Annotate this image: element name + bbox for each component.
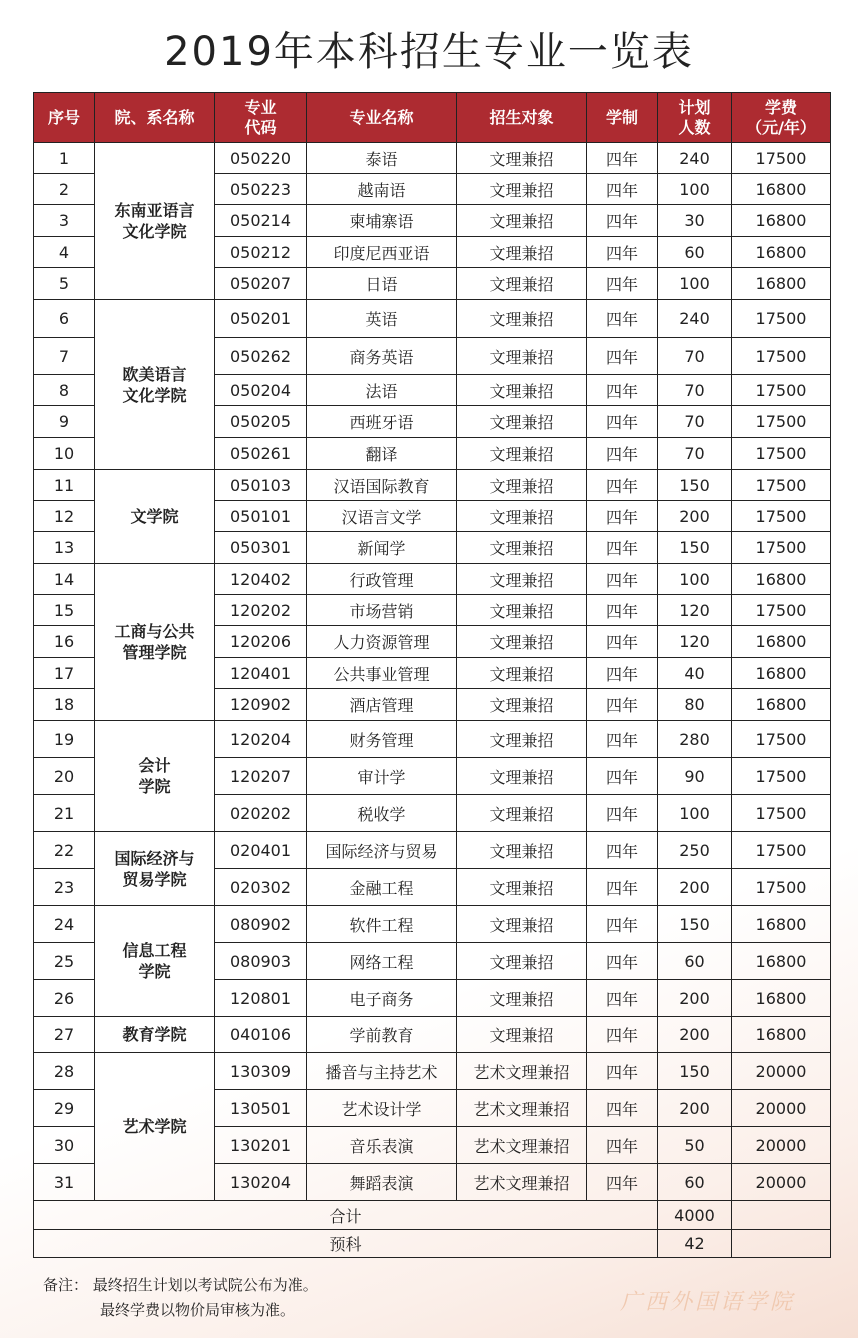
cell-seq: 8	[34, 375, 95, 406]
table-row	[34, 1053, 831, 1090]
cell-code: 130501	[215, 1090, 307, 1127]
cell-plan: 100	[658, 564, 732, 595]
cell-plan: 100	[658, 795, 732, 832]
cell-major: 播音与主持艺术	[307, 1053, 457, 1090]
header-plan-line1: 计划	[678, 97, 711, 117]
cell-target: 艺术文理兼招	[457, 1127, 587, 1164]
cell-plan: 40	[658, 658, 732, 689]
cell-major: 音乐表演	[307, 1127, 457, 1164]
cell-duration: 四年	[587, 174, 658, 205]
cell-major: 市场营销	[307, 595, 457, 626]
cell-code: 050261	[215, 438, 307, 470]
school-name-line2: 管理学院	[122, 643, 187, 662]
cell-duration: 四年	[587, 438, 658, 470]
school-name-line1: 文学院	[130, 507, 179, 526]
cell-fee: 20000	[732, 1164, 831, 1201]
summary-plan: 42	[658, 1230, 732, 1258]
cell-school-name	[95, 1017, 215, 1053]
cell-school-name	[95, 832, 215, 906]
cell-major: 人力资源管理	[307, 626, 457, 658]
cell-seq: 31	[34, 1164, 95, 1201]
cell-duration: 四年	[587, 1090, 658, 1127]
cell-target: 文理兼招	[457, 626, 587, 658]
cell-code: 130201	[215, 1127, 307, 1164]
cell-duration: 四年	[587, 1053, 658, 1090]
cell-school-name	[95, 143, 215, 300]
cell-seq: 6	[34, 300, 95, 338]
cell-target: 文理兼招	[457, 143, 587, 174]
cell-code: 050212	[215, 237, 307, 268]
cell-plan: 60	[658, 943, 732, 980]
cell-duration: 四年	[587, 906, 658, 943]
cell-plan: 120	[658, 595, 732, 626]
cell-code: 050101	[215, 501, 307, 532]
cell-major: 艺术设计学	[307, 1090, 457, 1127]
footnote	[43, 1273, 318, 1323]
header-target: 招生对象	[457, 93, 587, 143]
cell-fee: 16800	[732, 626, 831, 658]
header-code	[215, 93, 307, 143]
cell-duration: 四年	[587, 237, 658, 268]
table-row	[34, 721, 831, 758]
cell-fee: 17500	[732, 438, 831, 470]
school-name-line2: 学院	[138, 962, 171, 981]
cell-code: 120202	[215, 595, 307, 626]
cell-plan: 120	[658, 626, 732, 658]
cell-plan: 70	[658, 338, 732, 375]
cell-school-name	[95, 300, 215, 470]
school-name-line1: 教育学院	[122, 1025, 187, 1044]
cell-target: 文理兼招	[457, 406, 587, 438]
cell-target: 文理兼招	[457, 943, 587, 980]
cell-target: 文理兼招	[457, 268, 587, 300]
cell-major: 泰语	[307, 143, 457, 174]
cell-fee: 20000	[732, 1053, 831, 1090]
cell-fee: 16800	[732, 174, 831, 205]
cell-duration: 四年	[587, 205, 658, 237]
cell-duration: 四年	[587, 470, 658, 501]
cell-target: 文理兼招	[457, 375, 587, 406]
cell-seq: 28	[34, 1053, 95, 1090]
cell-fee: 16800	[732, 906, 831, 943]
signature-watermark: 广西外国语学院	[620, 1290, 796, 1315]
header-code-line2: 代码	[244, 117, 277, 137]
cell-fee: 16800	[732, 980, 831, 1017]
cell-target: 艺术文理兼招	[457, 1090, 587, 1127]
school-name-line2: 文化学院	[122, 385, 187, 405]
cell-major: 法语	[307, 375, 457, 406]
cell-plan: 240	[658, 143, 732, 174]
cell-plan: 150	[658, 1053, 732, 1090]
cell-seq: 23	[34, 869, 95, 906]
cell-seq: 20	[34, 758, 95, 795]
cell-fee: 17500	[732, 832, 831, 869]
cell-fee: 17500	[732, 795, 831, 832]
cell-fee: 17500	[732, 375, 831, 406]
cell-plan: 70	[658, 406, 732, 438]
cell-plan: 240	[658, 300, 732, 338]
school-name-line1: 国际经济与	[114, 848, 195, 868]
cell-duration: 四年	[587, 658, 658, 689]
cell-code: 050220	[215, 143, 307, 174]
cell-fee: 17500	[732, 721, 831, 758]
cell-code: 120902	[215, 689, 307, 721]
cell-target: 文理兼招	[457, 832, 587, 869]
cell-plan: 150	[658, 532, 732, 564]
cell-duration: 四年	[587, 501, 658, 532]
school-name-line1: 工商与公共	[114, 622, 195, 641]
cell-target: 文理兼招	[457, 595, 587, 626]
cell-target: 文理兼招	[457, 721, 587, 758]
cell-seq: 25	[34, 943, 95, 980]
header-code-line1: 专业	[244, 97, 277, 117]
enrollment-table	[33, 92, 831, 1258]
cell-duration: 四年	[587, 869, 658, 906]
cell-fee: 20000	[732, 1090, 831, 1127]
table-row	[34, 906, 831, 943]
cell-major: 金融工程	[307, 869, 457, 906]
cell-fee: 17500	[732, 532, 831, 564]
cell-target: 文理兼招	[457, 564, 587, 595]
cell-seq: 4	[34, 237, 95, 268]
footnote-line-2: 最终学费以物价局审核为准。	[100, 1301, 296, 1319]
cell-seq: 29	[34, 1090, 95, 1127]
cell-target: 文理兼招	[457, 1017, 587, 1053]
cell-major: 税收学	[307, 795, 457, 832]
cell-code: 050205	[215, 406, 307, 438]
cell-major: 汉语言文学	[307, 501, 457, 532]
school-name-line1: 欧美语言	[122, 364, 187, 384]
cell-seq: 3	[34, 205, 95, 237]
cell-fee: 16800	[732, 237, 831, 268]
cell-major: 日语	[307, 268, 457, 300]
summary-plan: 4000	[658, 1201, 732, 1230]
summary-fee	[732, 1201, 831, 1230]
cell-fee: 16800	[732, 268, 831, 300]
header-fee-line1: 学费	[764, 97, 797, 117]
cell-seq: 16	[34, 626, 95, 658]
cell-fee: 17500	[732, 501, 831, 532]
cell-code: 080902	[215, 906, 307, 943]
cell-code: 050301	[215, 532, 307, 564]
cell-school-name	[95, 906, 215, 1017]
cell-major: 柬埔寨语	[307, 205, 457, 237]
table-row	[34, 832, 831, 869]
cell-duration: 四年	[587, 143, 658, 174]
cell-seq: 2	[34, 174, 95, 205]
cell-fee: 17500	[732, 300, 831, 338]
cell-target: 文理兼招	[457, 758, 587, 795]
cell-code: 050214	[215, 205, 307, 237]
cell-seq: 30	[34, 1127, 95, 1164]
cell-major: 行政管理	[307, 564, 457, 595]
cell-code: 050201	[215, 300, 307, 338]
cell-fee: 17500	[732, 758, 831, 795]
cell-major: 公共事业管理	[307, 658, 457, 689]
cell-school-name	[95, 1053, 215, 1201]
header-fee-line2: （元/年）	[746, 117, 816, 137]
cell-fee: 17500	[732, 143, 831, 174]
cell-seq: 9	[34, 406, 95, 438]
cell-plan: 30	[658, 205, 732, 237]
table-row	[34, 1017, 831, 1053]
school-name-line2: 贸易学院	[122, 869, 187, 889]
cell-code: 080903	[215, 943, 307, 980]
summary-label: 预科	[34, 1230, 658, 1258]
cell-code: 050207	[215, 268, 307, 300]
cell-fee: 17500	[732, 406, 831, 438]
table-row	[34, 470, 831, 501]
cell-duration: 四年	[587, 338, 658, 375]
cell-target: 文理兼招	[457, 532, 587, 564]
cell-major: 翻译	[307, 438, 457, 470]
cell-seq: 26	[34, 980, 95, 1017]
cell-seq: 10	[34, 438, 95, 470]
cell-target: 艺术文理兼招	[457, 1164, 587, 1201]
cell-target: 文理兼招	[457, 658, 587, 689]
cell-plan: 60	[658, 1164, 732, 1201]
cell-seq: 1	[34, 143, 95, 174]
cell-plan: 70	[658, 438, 732, 470]
cell-duration: 四年	[587, 689, 658, 721]
cell-major: 新闻学	[307, 532, 457, 564]
cell-code: 130204	[215, 1164, 307, 1201]
cell-seq: 22	[34, 832, 95, 869]
cell-plan: 280	[658, 721, 732, 758]
cell-major: 西班牙语	[307, 406, 457, 438]
page-title: 2019年本科招生专业一览表	[164, 29, 694, 75]
cell-school-name	[95, 721, 215, 832]
cell-duration: 四年	[587, 795, 658, 832]
cell-code: 130309	[215, 1053, 307, 1090]
table-row	[34, 564, 831, 595]
header-fee	[732, 93, 831, 143]
cell-seq: 7	[34, 338, 95, 375]
footnote-text-1: 最终招生计划以考试院公布为准。	[92, 1276, 318, 1294]
cell-seq: 19	[34, 721, 95, 758]
cell-duration: 四年	[587, 1127, 658, 1164]
cell-major: 学前教育	[307, 1017, 457, 1053]
cell-duration: 四年	[587, 832, 658, 869]
cell-plan: 200	[658, 1017, 732, 1053]
cell-target: 文理兼招	[457, 906, 587, 943]
summary-label: 合计	[34, 1201, 658, 1230]
cell-plan: 90	[658, 758, 732, 795]
cell-target: 文理兼招	[457, 174, 587, 205]
cell-seq: 17	[34, 658, 95, 689]
table-row	[34, 300, 831, 338]
cell-fee: 17500	[732, 869, 831, 906]
table-row	[34, 143, 831, 174]
cell-plan: 250	[658, 832, 732, 869]
cell-code: 050103	[215, 470, 307, 501]
cell-code: 120401	[215, 658, 307, 689]
school-name-line2: 文化学院	[122, 222, 187, 241]
school-name-line1: 东南亚语言	[114, 201, 195, 220]
cell-plan: 80	[658, 689, 732, 721]
header-seq: 序号	[34, 93, 95, 143]
cell-seq: 15	[34, 595, 95, 626]
cell-target: 文理兼招	[457, 470, 587, 501]
cell-target: 文理兼招	[457, 438, 587, 470]
cell-duration: 四年	[587, 300, 658, 338]
school-name-line1: 艺术学院	[122, 1117, 187, 1136]
header-major: 专业名称	[307, 93, 457, 143]
cell-fee: 16800	[732, 205, 831, 237]
school-name-line2: 学院	[138, 777, 171, 796]
footnote-label: 备注：	[43, 1276, 89, 1294]
cell-target: 文理兼招	[457, 689, 587, 721]
cell-target: 文理兼招	[457, 980, 587, 1017]
cell-plan: 100	[658, 174, 732, 205]
cell-target: 文理兼招	[457, 795, 587, 832]
cell-seq: 18	[34, 689, 95, 721]
cell-major: 印度尼西亚语	[307, 237, 457, 268]
school-name-line1: 会计	[138, 756, 171, 775]
cell-fee: 16800	[732, 564, 831, 595]
cell-major: 舞蹈表演	[307, 1164, 457, 1201]
cell-seq: 24	[34, 906, 95, 943]
cell-major: 英语	[307, 300, 457, 338]
cell-fee: 17500	[732, 595, 831, 626]
cell-target: 文理兼招	[457, 501, 587, 532]
cell-duration: 四年	[587, 1017, 658, 1053]
cell-major: 越南语	[307, 174, 457, 205]
cell-duration: 四年	[587, 758, 658, 795]
footnote-line-1	[43, 1273, 318, 1298]
cell-duration: 四年	[587, 943, 658, 980]
summary-fee	[732, 1230, 831, 1258]
cell-code: 020302	[215, 869, 307, 906]
cell-major: 商务英语	[307, 338, 457, 375]
cell-major: 电子商务	[307, 980, 457, 1017]
cell-major: 酒店管理	[307, 689, 457, 721]
school-name-line1: 信息工程	[122, 941, 187, 960]
cell-plan: 200	[658, 869, 732, 906]
cell-duration: 四年	[587, 375, 658, 406]
cell-plan: 200	[658, 980, 732, 1017]
cell-duration: 四年	[587, 626, 658, 658]
cell-target: 文理兼招	[457, 869, 587, 906]
cell-seq: 11	[34, 470, 95, 501]
cell-major: 审计学	[307, 758, 457, 795]
cell-code: 020401	[215, 832, 307, 869]
cell-plan: 150	[658, 470, 732, 501]
cell-duration: 四年	[587, 1164, 658, 1201]
cell-major: 财务管理	[307, 721, 457, 758]
cell-major: 网络工程	[307, 943, 457, 980]
cell-code: 120801	[215, 980, 307, 1017]
cell-school-name	[95, 564, 215, 721]
cell-code: 040106	[215, 1017, 307, 1053]
cell-fee: 20000	[732, 1127, 831, 1164]
cell-duration: 四年	[587, 595, 658, 626]
cell-duration: 四年	[587, 564, 658, 595]
cell-major: 汉语国际教育	[307, 470, 457, 501]
cell-seq: 14	[34, 564, 95, 595]
table-body	[34, 143, 831, 1258]
cell-seq: 12	[34, 501, 95, 532]
cell-major: 软件工程	[307, 906, 457, 943]
cell-fee: 16800	[732, 658, 831, 689]
cell-duration: 四年	[587, 980, 658, 1017]
cell-target: 文理兼招	[457, 205, 587, 237]
cell-code: 120207	[215, 758, 307, 795]
cell-plan: 100	[658, 268, 732, 300]
header-plan	[658, 93, 732, 143]
cell-seq: 21	[34, 795, 95, 832]
cell-fee: 17500	[732, 338, 831, 375]
cell-target: 文理兼招	[457, 237, 587, 268]
cell-code: 120206	[215, 626, 307, 658]
cell-school-name	[95, 470, 215, 564]
cell-fee: 16800	[732, 1017, 831, 1053]
cell-target: 艺术文理兼招	[457, 1053, 587, 1090]
cell-code: 050204	[215, 375, 307, 406]
cell-plan: 70	[658, 375, 732, 406]
cell-fee: 16800	[732, 689, 831, 721]
cell-plan: 200	[658, 501, 732, 532]
cell-duration: 四年	[587, 268, 658, 300]
cell-code: 120204	[215, 721, 307, 758]
cell-duration: 四年	[587, 532, 658, 564]
cell-target: 文理兼招	[457, 300, 587, 338]
cell-code: 050262	[215, 338, 307, 375]
cell-plan: 150	[658, 906, 732, 943]
cell-major: 国际经济与贸易	[307, 832, 457, 869]
cell-code: 050223	[215, 174, 307, 205]
cell-target: 文理兼招	[457, 338, 587, 375]
cell-fee: 16800	[732, 943, 831, 980]
summary-row	[34, 1201, 831, 1230]
cell-plan: 60	[658, 237, 732, 268]
cell-plan: 200	[658, 1090, 732, 1127]
cell-duration: 四年	[587, 721, 658, 758]
header-school: 院、系名称	[95, 93, 215, 143]
cell-code: 120402	[215, 564, 307, 595]
cell-seq: 13	[34, 532, 95, 564]
cell-seq: 5	[34, 268, 95, 300]
header-plan-line2: 人数	[678, 117, 711, 137]
header-duration: 学制	[587, 93, 658, 143]
cell-seq: 27	[34, 1017, 95, 1053]
cell-duration: 四年	[587, 406, 658, 438]
cell-fee: 17500	[732, 470, 831, 501]
cell-code: 020202	[215, 795, 307, 832]
cell-plan: 50	[658, 1127, 732, 1164]
summary-row	[34, 1230, 831, 1258]
table-header-row	[34, 93, 831, 143]
